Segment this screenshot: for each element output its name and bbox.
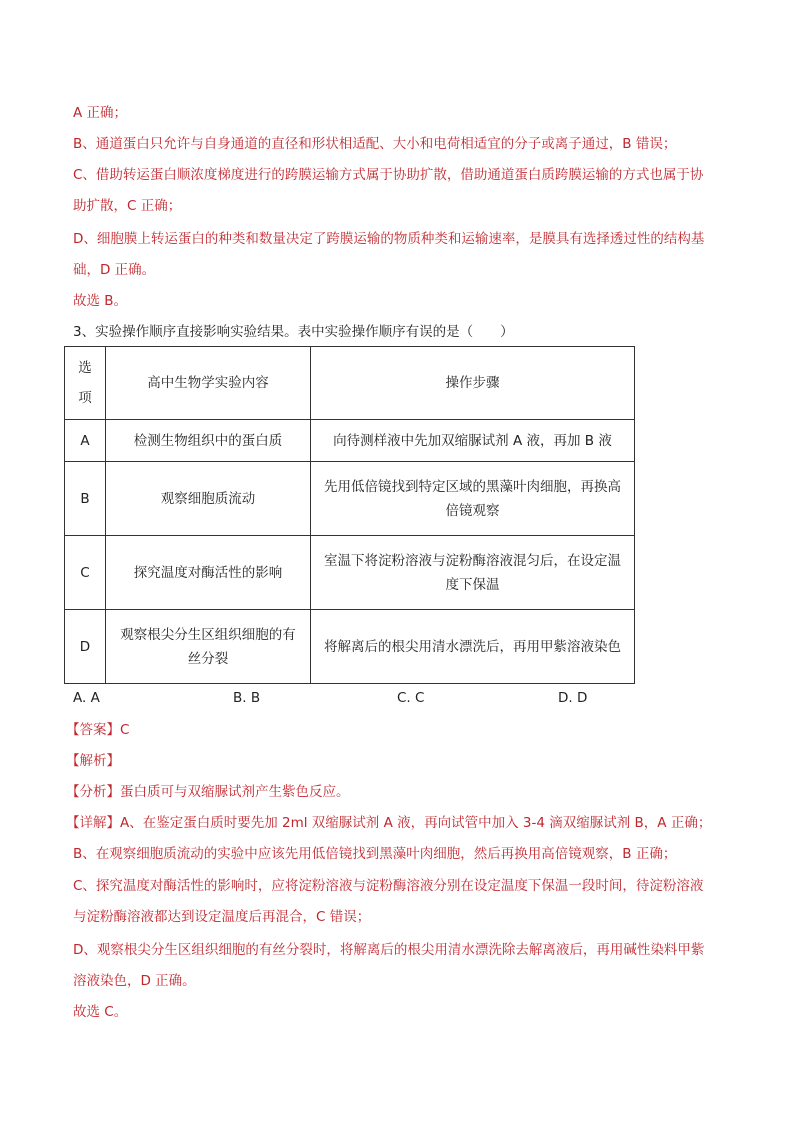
table-header-row <box>65 347 635 420</box>
table-header-step: 操作步骤 <box>311 347 635 420</box>
answer-line <box>66 720 129 740</box>
table-cell-option: A <box>65 420 106 462</box>
table-cell-content: 观察根尖分生区组织细胞的有丝分裂 <box>106 610 311 684</box>
table-row <box>65 610 635 684</box>
table-header-content: 高中生物学实验内容 <box>106 347 311 420</box>
table-row <box>65 462 635 536</box>
table-cell-content: 观察细胞质流动 <box>106 462 311 536</box>
table-header-option-label: 选项 <box>78 360 92 406</box>
option-d[interactable]: D. D <box>558 690 588 706</box>
analysis-d-line1: D、观察根尖分生区组织细胞的有丝分裂时，将解离后的根尖用清水漂洗除去解离液后，再用碱性染料甲紫 <box>73 942 705 958</box>
option-a[interactable]: A. A <box>73 690 100 706</box>
table-header-option <box>65 347 106 420</box>
prev-analysis-c-line1: C、借助转运蛋白顺浓度梯度进行的跨膜运输方式属于协助扩散，借助通道蛋白质跨膜运输的方式也属于协 <box>73 167 704 183</box>
table-row <box>65 536 635 610</box>
answer-tag: 【答案】 <box>66 722 120 738</box>
prev-analysis-a: A 正确； <box>73 105 128 121</box>
fenxi-tag: 【分析】 <box>66 784 120 800</box>
analysis-b: B、在观察细胞质流动的实验中应该先用低倍镜找到黑藻叶肉细胞，然后再换用高倍镜观察，B 正确； <box>73 846 677 862</box>
table-cell-option: D <box>65 610 106 684</box>
xiangjie-tag: 【详解】 <box>66 815 120 831</box>
xiangjie-a: A、在鉴定蛋白质时要先加 2ml 双缩脲试剂 A 液，再向试管中加入 3-4 滴双缩脲试剂 B，A 正确； <box>120 815 712 831</box>
table-cell-step: 将解离后的根尖用清水漂洗后，再用甲紫溶液染色 <box>311 610 635 684</box>
question-table <box>64 346 635 684</box>
analysis-c-line2: 与淀粉酶溶液都达到设定温度后再混合，C 错误； <box>73 909 371 925</box>
jiexi-tag: 【解析】 <box>66 753 120 769</box>
xiangjie-line <box>66 813 711 833</box>
table-cell-option: C <box>65 536 106 610</box>
fenxi-line <box>66 782 350 802</box>
answer-value: C <box>120 722 130 738</box>
analysis-choice: 故选 C。 <box>73 1004 128 1020</box>
table-cell-step: 室温下将淀粉溶液与淀粉酶溶液混匀后，在设定温度下保温 <box>311 536 635 610</box>
question-stem: 3、实验操作顺序直接影响实验结果。表中实验操作顺序有误的是（ ） <box>73 324 514 340</box>
prev-analysis-d-line1: D、细胞膜上转运蛋白的种类和数量决定了跨膜运输的物质种类和运输速率，是膜具有选择透过性的结构基 <box>73 231 705 247</box>
analysis-d-line2: 溶液染色，D 正确。 <box>73 973 196 989</box>
fenxi-text: 蛋白质可与双缩脲试剂产生紫色反应。 <box>120 784 350 800</box>
option-c[interactable]: C. C <box>397 690 425 706</box>
prev-analysis-choice: 故选 B。 <box>73 293 128 309</box>
analysis-c-line1: C、探究温度对酶活性的影响时，应将淀粉溶液与淀粉酶溶液分别在设定温度下保温一段时间，待淀粉溶液 <box>73 878 704 894</box>
table-cell-content: 检测生物组织中的蛋白质 <box>106 420 311 462</box>
option-b[interactable]: B. B <box>233 690 261 706</box>
table-cell-step: 先用低倍镜找到特定区域的黑藻叶肉细胞，再换高倍镜观察 <box>311 462 635 536</box>
table-cell-content: 探究温度对酶活性的影响 <box>106 536 311 610</box>
prev-analysis-c-line2: 助扩散，C 正确； <box>73 198 182 214</box>
table-row <box>65 420 635 462</box>
table-cell-step: 向待测样液中先加双缩脲试剂 A 液，再加 B 液 <box>311 420 635 462</box>
prev-analysis-d-line2: 础，D 正确。 <box>73 262 156 278</box>
table-cell-option: B <box>65 462 106 536</box>
prev-analysis-b: B、通道蛋白只允许与自身通道的直径和形状相适配、大小和电荷相适宜的分子或离子通过，B 错误； <box>73 136 677 152</box>
